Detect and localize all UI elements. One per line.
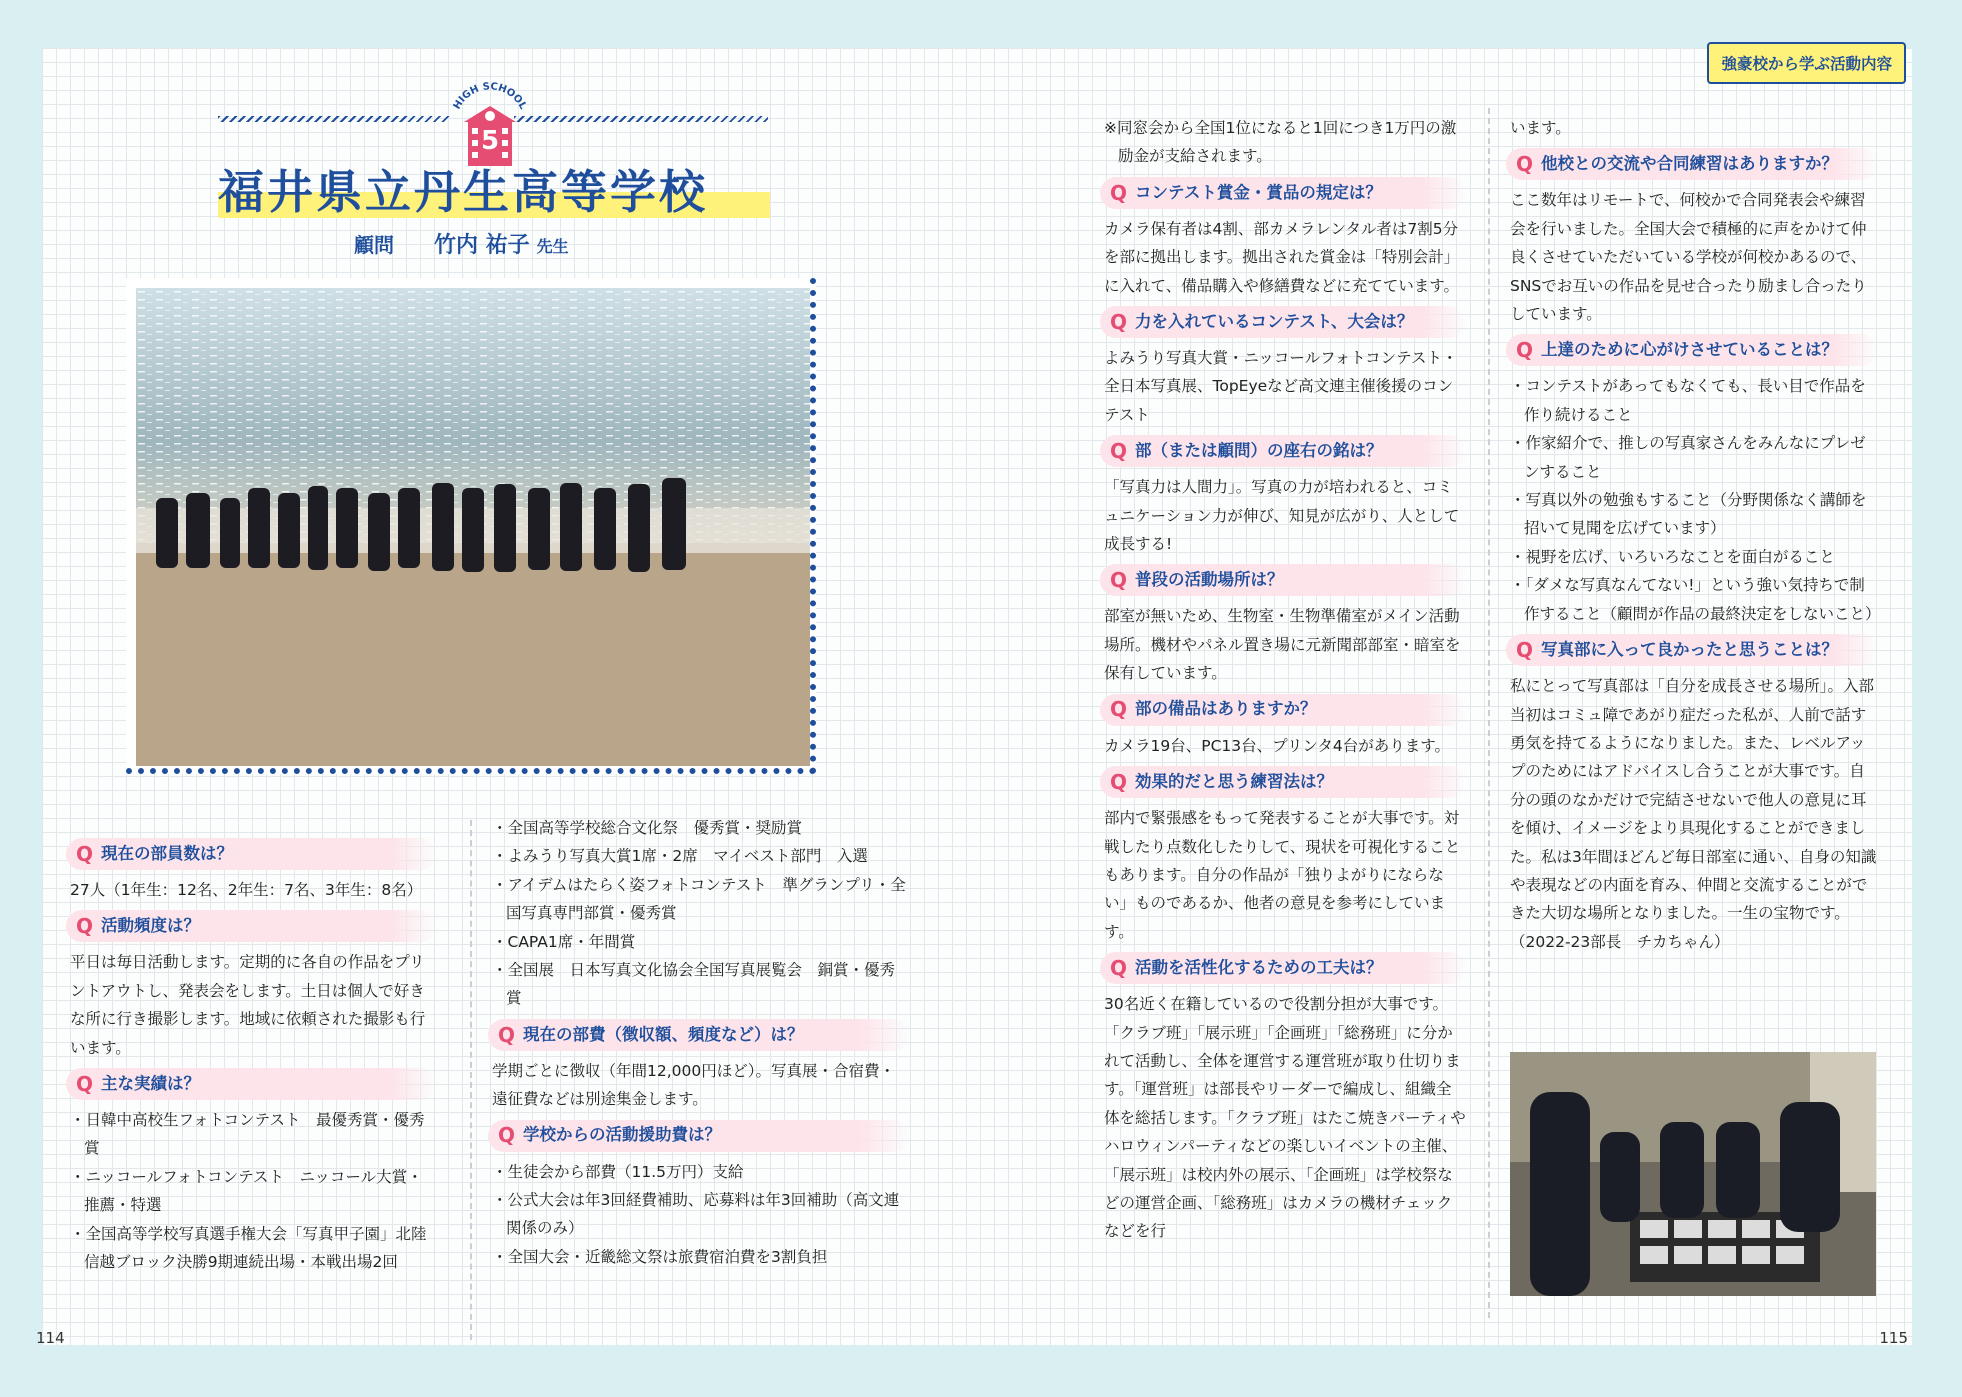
question-text: 部の備品はありますか？ [1135,699,1317,719]
right-page [980,48,1912,1345]
advisor-line [354,228,569,259]
answer-line: ・全国大会・近畿総文祭は旅費宿泊費を3割負担 [492,1247,828,1266]
section-tag-label: 強豪校から学ぶ活動内容 [1721,55,1892,73]
answer-line: ・全国展 日本写真文化協会全国写真展覧会 銅賞・優秀賞 [492,961,896,1008]
q-icon: Q [1516,637,1534,662]
section-tag [1707,42,1906,84]
question-heading [66,838,436,870]
qa-block [1104,766,1466,946]
q-icon: Q [76,1071,94,1096]
page-number-left: 114 [36,1329,65,1347]
qa-block [1510,148,1878,328]
column-divider [1488,108,1490,1318]
answer-line: 私にとって写真部は「自分を成長させる場所」。入部当初はコミュ障であがり症だった私が、人前で話す勇気を持てるようになりました。また、レベルアップのためにはアドバイスし合うことが大事です。自分の頭のなかだけで完結させないで他人の意見に耳を傾け、イメージをより具現化することができました。私は3年間ほどんど毎日部室に通い、自身の知識や表現などの内面を育み、仲間と交流することができた大切な場所となりました。一生の宝物です。（2022-23部長 チカちゃん） [1510,677,1877,951]
question-text: コンテスト賞金・賞品の規定は？ [1135,182,1382,202]
question-text: 普段の活動場所は？ [1135,570,1284,590]
answer-line: ・全国高等学校写真選手権大会「写真甲子園」北陸信越ブロック決勝9期連続出場・本戦出場2回 [70,1224,427,1272]
question-heading [1100,766,1466,798]
question-heading [1100,694,1466,726]
answer-line: 部室が無いため、生物室・生物準備室がメイン活動場所。機材やパネル置き場に元新聞部部室・暗室を保有しています。 [1104,607,1461,683]
badge-top-text: HIGH SCHOOL [451,81,529,112]
advisor-name: 竹内 祐子 [433,233,530,258]
qa-block [70,838,436,904]
question-heading [488,1019,910,1051]
answer-line: ・日韓中高校生フォトコンテスト 最優秀賞・優秀賞 [70,1111,425,1158]
q-icon: Q [1110,309,1128,334]
answer-text [1104,990,1466,1246]
question-heading [66,1068,436,1100]
answer-line: ・「ダメな写真なんてない!」という強い気持ちで制作すること（顧問が作品の最終決定をしないこと） [1510,576,1881,623]
question-text: 他校との交流や合同練習はありますか？ [1541,154,1839,174]
page-number-right: 115 [1879,1329,1908,1347]
qa-block [1104,177,1466,300]
answer-line: ここ数年はリモートで、何校かで合同発表会や練習会を行いました。全国大会で積極的に声をかけて仲良くさせていただいている学校が何校かあるので、SNSでお互いの作品を見せ合ったり励まし合ったりしています。 [1510,191,1867,324]
q-icon: Q [1110,769,1128,794]
question-heading [1100,564,1466,596]
q-icon: Q [1110,568,1128,593]
question-heading [488,1120,910,1152]
answer-text [1104,473,1466,558]
question-text: 活動を活性化するための工夫は？ [1135,957,1383,977]
answer-text [1104,215,1466,300]
answer-line: 学期ごとに徴収（年間12,000円ほど）。写真展・合宿費・遠征費などは別途集金します。 [492,1061,895,1109]
question-text: 活動頻度は？ [101,916,201,936]
answer-text [1104,732,1466,760]
column-3 [1104,114,1466,1246]
q-icon: Q [1110,439,1128,464]
answer-line: ・視野を広げ、いろいろなことを面白がること [1510,547,1835,566]
question-heading [1100,435,1466,467]
question-heading [1100,306,1466,338]
question-text: 現在の部員数は？ [101,843,234,863]
q-icon: Q [1110,697,1128,722]
qa-block [1510,334,1881,628]
answer-text [492,1158,910,1272]
header-rule-left [218,116,450,122]
qa-block [492,1019,910,1114]
q-icon: Q [76,914,94,939]
q-icon: Q [498,1022,516,1047]
question-heading [1506,334,1878,366]
question-heading [1506,634,1878,666]
question-text: 学校からの活動援助費は？ [523,1125,722,1145]
q-icon: Q [498,1123,516,1148]
question-heading [66,910,436,942]
answer-text [492,814,910,1013]
question-heading [1506,148,1878,180]
classroom-photo [1510,1052,1876,1296]
question-text: 力を入れているコンテスト、大会は？ [1135,311,1414,331]
answer-text [70,948,436,1062]
question-text: 現在の部費（徴収額、頻度など）は？ [523,1024,804,1044]
qa-block [1104,694,1466,760]
question-text: 写真部に入って良かったと思うことは？ [1541,639,1839,659]
answer-line: ・コンテストがあってもなくても、長い目で作品を作り続けること [1510,377,1866,424]
qa-block [1104,564,1466,687]
advisor-role: 顧問 [354,233,394,257]
answer-text [1104,804,1466,946]
answer-line: 「写真力は人間力」。写真の力が培われると、コミュニケーション力が伸び、知見が広がり、人として成長する! [1104,478,1460,554]
answer-line: ・全国高等学校総合文化祭 優秀賞・奨励賞 [492,819,803,837]
qa-block [1510,634,1878,956]
answer-line: ・アイデムはたらく姿フォトコンテスト 準グランプリ・全国写真専門部賞・優秀賞 [492,875,906,923]
q-icon: Q [1110,955,1128,980]
qa-block [1104,435,1466,558]
qa-block [1104,306,1466,429]
school-badge [440,70,540,170]
team-beach-photo [136,288,810,766]
left-page [36,48,980,1347]
answer-line: カメラ19台、PC13台、プリンタ4台があります。 [1104,736,1450,755]
answer-text [1510,186,1878,328]
answer-line: ・作家紹介で、推しの写真家さんをみんなにプレゼンすること [1510,434,1866,481]
advisor-suffix: 先生 [536,237,569,256]
answer-line: います。 [1510,119,1571,137]
school-name: 福井県立丹生高等学校 [218,165,708,219]
column-2 [492,814,910,1271]
qa-block [492,1120,910,1272]
answer-text [70,876,436,904]
question-heading [1100,952,1466,984]
answer-line: よみうり写真大賞・ニッコールフォトコンテスト・全日本写真展、TopEyeなど高文連主催後援のコンテスト [1104,349,1458,424]
answer-line: ※同窓会から全国1位になると1回につき1万円の激励金が支給されます。 [1104,119,1457,166]
answer-line: ・CAPA1席・年間賞 [492,932,636,951]
answer-text [70,1106,436,1276]
answer-line: 平日は毎日活動します。定期的に各自の作品をプリントアウトし、発表会をします。土日は個人で好きな所に行き撮影します。地域に依頼された撮影も行います。 [70,953,426,1057]
school-title [218,164,770,220]
answer-line: 30名近く在籍しているので役割分担が大事です。「クラブ班」「展示班」「企画班」「総務班」に分かれて活動し、全体を運営する運営班が取り仕切ります。「運営班」は部長やリーダーで編成し、組織全体を総括します。「クラブ班」はたこ焼きパーティやハロウィンパーティなどの楽しいイベントの主催、「展示班」は校内外の展示、「企画班」は学校祭などの運営企画、「総務班」はカメラの機材チェックなどを行 [1104,995,1466,1241]
q-icon: Q [1516,152,1534,177]
q-icon: Q [76,841,94,866]
answer-line: ・公式大会は年3回経費補助、応募料は年3回補助（高文連関係のみ） [492,1191,900,1238]
answer-line: 27人（1年生：12名、2年生：7名、3年生：8名） [70,881,423,899]
column-4 [1510,114,1881,956]
photo-frame [126,278,816,774]
answer-text [1510,372,1881,628]
column-1 [70,832,436,1276]
badge-number: 5 [480,126,500,156]
answer-line: ・写真以外の勉強もすること（分野関係なく講師を招いて見聞を広げています） [1510,491,1867,538]
question-text: 部（または顧問）の座右の銘は？ [1135,441,1383,461]
answer-text [1510,114,1878,142]
question-heading [1100,177,1466,209]
q-icon: Q [1516,338,1534,363]
column-divider [470,820,472,1340]
answer-line: カメラ保有者は4割、部カメラレンタル者は7割5分を部に拠出します。拠出された賞金は「特別会計」に入れて、備品購入や修繕費などに充てています。 [1104,219,1460,295]
question-text: 効果的だと思う練習法は？ [1135,771,1334,791]
qa-block [1104,952,1466,1246]
question-text: 主な実績は？ [101,1073,201,1093]
header-rule-right [514,116,768,122]
q-icon: Q [1110,180,1128,205]
answer-text [1510,672,1878,956]
answer-line: 部内で緊張感をもって発表することが大事です。対戦したり点数化したりして、現状を可視化することもあります。自分の作品が「独りよがりにならない」ものであるか、他者の意見を参考にしています。 [1104,809,1461,941]
qa-block [70,910,436,1062]
answer-text [1104,344,1466,429]
answer-line: ・ニッコールフォトコンテスト ニッコール大賞・推薦・特選 [70,1167,423,1215]
answer-line: ・よみうり写真大賞1席・2席 マイベスト部門 入選 [492,847,868,866]
qa-block [70,1068,436,1276]
question-text: 上達のために心がけさせていることは？ [1541,340,1839,360]
answer-text [492,1057,910,1114]
answer-text [1104,602,1466,687]
answer-text [1104,114,1466,171]
answer-line: ・生徒会から部費（11.5万円）支給 [492,1162,744,1181]
